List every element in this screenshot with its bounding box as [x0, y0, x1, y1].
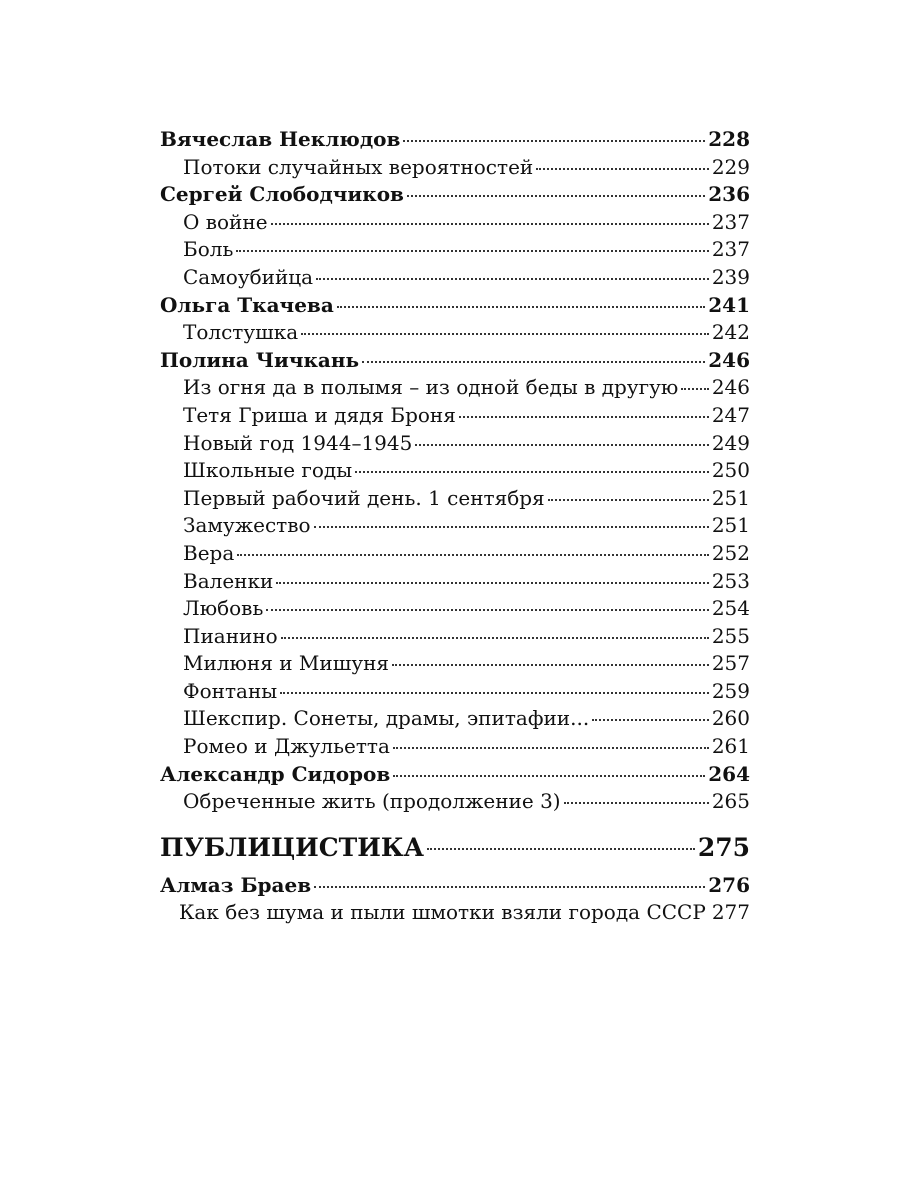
toc-entry[interactable]: [160, 154, 750, 182]
toc-leader-dots: [314, 526, 709, 528]
toc-entry-title: Любовь: [183, 596, 264, 621]
toc-leader-dots: [316, 278, 709, 280]
toc-entry-page-number: 257: [711, 651, 750, 676]
toc-entry-title: Сергей Слободчиков: [160, 182, 404, 207]
toc-author-entry[interactable]: [160, 872, 750, 900]
toc-entry-page-number: 255: [711, 623, 750, 648]
toc-entry-page-number: 275: [697, 832, 750, 862]
toc-entry-title: ПУБЛИЦИСТИКА: [160, 832, 424, 862]
toc-leader-dots: [355, 471, 709, 473]
toc-leader-dots: [314, 886, 705, 888]
toc-entry[interactable]: [160, 595, 750, 623]
toc-entry-title: Александр Сидоров: [160, 761, 391, 786]
toc-entry[interactable]: [160, 650, 750, 678]
toc-entry-title: Боль: [183, 237, 234, 262]
toc-entry-page-number: 237: [711, 237, 750, 262]
toc-entry[interactable]: [160, 899, 750, 927]
toc-entry[interactable]: [160, 457, 750, 485]
toc-entry-page-number: 252: [711, 540, 750, 565]
toc-entry-title: Фонтаны: [183, 678, 278, 703]
toc-author-entry[interactable]: [160, 126, 750, 154]
toc-entry-title: Вера: [183, 540, 235, 565]
toc-entry-page-number: 277: [711, 900, 750, 925]
toc-entry[interactable]: [160, 374, 750, 402]
toc-entry[interactable]: [160, 733, 750, 761]
toc-entry-page-number: 237: [711, 209, 750, 234]
toc-leader-dots: [393, 747, 709, 749]
toc-entry-page-number: 249: [711, 430, 750, 455]
toc-entry-title: Алмаз Браев: [160, 872, 312, 897]
toc-entry[interactable]: [160, 264, 750, 292]
toc-entry-page-number: 246: [708, 347, 750, 372]
toc-leader-dots: [564, 802, 709, 804]
toc-entry[interactable]: [160, 705, 750, 733]
toc-entry[interactable]: [160, 568, 750, 596]
toc-author-entry[interactable]: [160, 181, 750, 209]
toc-entry-page-number: 247: [711, 402, 750, 427]
toc-entry-title: Ольга Ткачева: [160, 292, 334, 317]
toc-leader-dots: [337, 306, 705, 308]
toc-entry-title: Как без шума и пыли шмотки взяли города СССР: [178, 900, 706, 925]
toc-leader-dots: [393, 775, 705, 777]
toc-entry-title: Самоубийца: [183, 264, 314, 289]
toc-entry-title: Новый год 1944–1945: [183, 430, 413, 455]
toc-leader-dots: [415, 444, 708, 446]
toc-entry-title: Милюня и Мишуня: [183, 651, 390, 676]
toc-entry-page-number: 259: [711, 678, 750, 703]
toc-entry-page-number: 250: [711, 458, 750, 483]
toc-entry-page-number: 251: [711, 513, 750, 538]
toc-entry-page-number: 228: [708, 127, 750, 151]
toc-entry-title: Толстушка: [183, 320, 299, 345]
toc-entry-page-number: 261: [711, 734, 750, 759]
toc-entry-title: Обреченные жить (продолжение 3): [183, 789, 561, 814]
toc-leader-dots: [459, 416, 709, 418]
toc-leader-dots: [237, 554, 709, 556]
toc-leader-dots: [536, 168, 709, 170]
table-of-contents: [160, 126, 750, 927]
toc-leader-dots: [403, 140, 705, 142]
toc-entry[interactable]: [160, 430, 750, 458]
toc-leader-dots: [236, 250, 708, 252]
toc-entry-page-number: 236: [708, 182, 750, 207]
toc-entry-title: Полина Чичкань: [160, 347, 360, 372]
toc-entry-title: Ромео и Джульетта: [183, 734, 390, 759]
toc-entry[interactable]: [160, 319, 750, 347]
toc-leader-dots: [271, 223, 709, 225]
toc-entry-page-number: 264: [708, 761, 750, 786]
toc-entry[interactable]: [160, 678, 750, 706]
toc-leader-dots: [280, 692, 709, 694]
toc-entry-title: Валенки: [183, 568, 274, 593]
toc-entry[interactable]: [160, 209, 750, 237]
toc-entry-page-number: 241: [708, 292, 750, 317]
toc-entry[interactable]: [160, 485, 750, 513]
toc-entry-page-number: 229: [711, 154, 750, 179]
toc-entry-page-number: 276: [708, 872, 750, 897]
toc-entry-title: Школьные годы: [183, 458, 353, 483]
toc-entry-page-number: 253: [711, 568, 750, 593]
toc-entry-page-number: 251: [711, 485, 750, 510]
toc-section-heading[interactable]: [160, 824, 750, 872]
toc-entry-page-number: 242: [711, 320, 750, 345]
toc-leader-dots: [427, 848, 695, 850]
toc-entry[interactable]: [160, 788, 750, 816]
toc-entry-title: Потоки случайных вероятностей: [183, 154, 534, 179]
toc-leader-dots: [548, 499, 709, 501]
toc-leader-dots: [392, 664, 709, 666]
toc-leader-dots: [281, 637, 709, 639]
toc-entry-title: О войне: [183, 209, 268, 234]
toc-entry[interactable]: [160, 236, 750, 264]
toc-entry-title: Тетя Гриша и дядя Броня: [183, 402, 456, 427]
toc-entry-page-number: 239: [711, 264, 750, 289]
toc-author-entry[interactable]: [160, 347, 750, 375]
toc-leader-dots: [301, 333, 709, 335]
toc-leader-dots: [407, 195, 705, 197]
toc-entry-title: Шекспир. Сонеты, драмы, эпитафии...: [183, 706, 590, 731]
toc-entry-page-number: 260: [711, 706, 750, 731]
toc-entry-title: Из огня да в полымя – из одной беды в другую: [183, 375, 679, 400]
toc-leader-dots: [276, 582, 708, 584]
toc-leader-dots: [362, 361, 705, 363]
toc-author-entry[interactable]: [160, 761, 750, 789]
toc-entry-title: Первый рабочий день. 1 сентября: [183, 485, 545, 510]
toc-leader-dots: [266, 609, 708, 611]
toc-entry[interactable]: [160, 402, 750, 430]
toc-entry-page-number: 254: [711, 596, 750, 621]
toc-entry[interactable]: [160, 623, 750, 651]
toc-entry[interactable]: [160, 512, 750, 540]
toc-leader-dots: [592, 719, 709, 721]
toc-entry-title: Вячеслав Неклюдов: [160, 127, 401, 151]
toc-entry[interactable]: [160, 540, 750, 568]
toc-entry-title: Пианино: [183, 623, 278, 648]
toc-leader-dots: [681, 388, 709, 390]
toc-entry-page-number: 265: [711, 789, 750, 814]
toc-entry-page-number: 246: [711, 375, 750, 400]
toc-author-entry[interactable]: [160, 292, 750, 320]
toc-entry-title: Замужество: [183, 513, 311, 538]
